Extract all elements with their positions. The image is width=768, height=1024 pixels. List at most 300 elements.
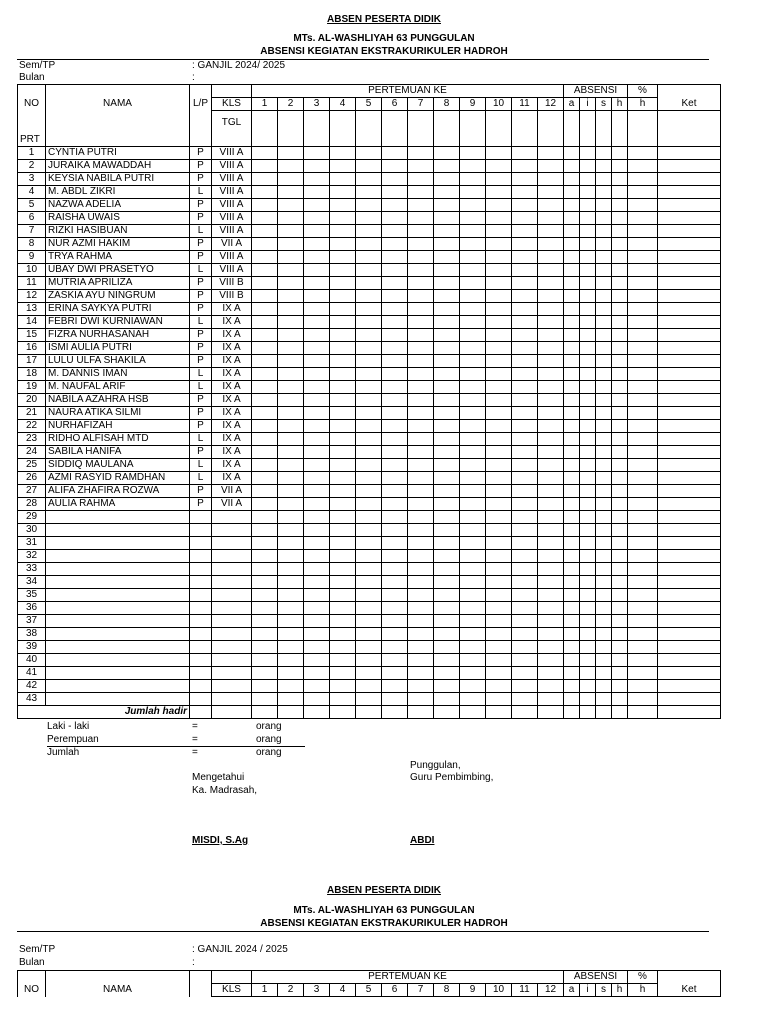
attendance-cell (628, 329, 658, 342)
attendance-cell (612, 277, 628, 290)
meeting-number: 11 (512, 984, 538, 997)
table-row (18, 537, 721, 550)
attendance-cell (628, 251, 658, 264)
attendance-cell (434, 277, 460, 290)
row-lp (190, 511, 212, 524)
attendance-cell (658, 511, 721, 524)
attendance-cell (460, 511, 486, 524)
attendance-cell (278, 693, 304, 706)
attendance-cell (434, 654, 460, 667)
attendance-cell (460, 407, 486, 420)
attendance-cell (564, 459, 580, 472)
meeting-number: 4 (330, 984, 356, 997)
attendance-cell (538, 589, 564, 602)
attendance-cell (512, 316, 538, 329)
absensi-col-i: i (580, 98, 596, 111)
attendance-cell (612, 680, 628, 693)
attendance-cell (580, 420, 596, 433)
attendance-cell (252, 355, 278, 368)
attendance-cell (356, 303, 382, 316)
attendance-cell (382, 186, 408, 199)
tgl-cell (304, 111, 330, 147)
attendance-cell (612, 628, 628, 641)
attendance-cell (304, 199, 330, 212)
attendance-cell (382, 264, 408, 277)
attendance-cell (538, 693, 564, 706)
jumlah-cell (512, 706, 538, 719)
attendance-cell (612, 472, 628, 485)
jumlah-label: Jumlah (47, 747, 80, 758)
attendance-cell (512, 459, 538, 472)
jumlah-eq: = (192, 747, 198, 758)
attendance-cell (658, 641, 721, 654)
row-nama: RIDHO ALFISAH MTD (46, 433, 190, 446)
jumlah-cell (612, 706, 628, 719)
attendance-cell (252, 680, 278, 693)
attendance-cell (580, 446, 596, 459)
attendance-cell (658, 667, 721, 680)
attendance-cell (382, 693, 408, 706)
row-nama (46, 537, 190, 550)
attendance-cell (486, 329, 512, 342)
attendance-cell (486, 173, 512, 186)
attendance-cell (460, 368, 486, 381)
mengetahui-label: Mengetahui (192, 772, 245, 783)
attendance-cell (304, 368, 330, 381)
attendance-cell (580, 680, 596, 693)
bulan-label-2: Bulan (19, 957, 45, 968)
tgl-cell (486, 111, 512, 147)
jumlah-cell (382, 706, 408, 719)
attendance-cell (628, 446, 658, 459)
attendance-cell (278, 147, 304, 160)
attendance-cell (330, 342, 356, 355)
attendance-cell (382, 329, 408, 342)
attendance-cell (356, 368, 382, 381)
attendance-cell (564, 407, 580, 420)
attendance-cell (596, 173, 612, 186)
attendance-cell (486, 147, 512, 160)
attendance-cell (486, 420, 512, 433)
attendance-cell (612, 212, 628, 225)
attendance-cell (512, 368, 538, 381)
attendance-cell (382, 524, 408, 537)
attendance-cell (612, 160, 628, 173)
attendance-cell (434, 147, 460, 160)
attendance-cell (612, 368, 628, 381)
attendance-cell (538, 316, 564, 329)
perempuan-unit: orang (256, 734, 282, 745)
attendance-cell (252, 433, 278, 446)
attendance-cell (382, 394, 408, 407)
attendance-cell (330, 264, 356, 277)
attendance-cell (434, 420, 460, 433)
attendance-cell (278, 667, 304, 680)
row-lp: P (190, 485, 212, 498)
attendance-cell (658, 498, 721, 511)
row-nama (46, 511, 190, 524)
row-nama (46, 602, 190, 615)
row-no: 9 (18, 251, 46, 264)
attendance-cell (252, 394, 278, 407)
attendance-cell (538, 173, 564, 186)
attendance-cell (278, 472, 304, 485)
attendance-cell (252, 615, 278, 628)
attendance-cell (564, 602, 580, 615)
attendance-cell (408, 628, 434, 641)
attendance-cell (330, 290, 356, 303)
attendance-cell (252, 277, 278, 290)
attendance-cell (512, 550, 538, 563)
attendance-cell (408, 537, 434, 550)
sem-value-2: : GANJIL 2024 / 2025 (192, 944, 288, 955)
table-row (18, 446, 721, 459)
row-kls (212, 537, 252, 550)
row-no: 37 (18, 615, 46, 628)
row-lp (190, 667, 212, 680)
row-nama: KEYSIA NABILA PUTRI (46, 173, 190, 186)
attendance-cell (580, 628, 596, 641)
attendance-cell (628, 563, 658, 576)
attendance-cell (252, 472, 278, 485)
attendance-cell (628, 277, 658, 290)
attendance-cell (564, 680, 580, 693)
tgl-cell (356, 111, 382, 147)
attendance-cell (278, 251, 304, 264)
attendance-cell (408, 368, 434, 381)
row-lp: P (190, 329, 212, 342)
attendance-cell (356, 498, 382, 511)
jumlah-cell (252, 706, 278, 719)
row-lp (190, 563, 212, 576)
attendance-cell (304, 316, 330, 329)
attendance-cell (252, 524, 278, 537)
attendance-cell (580, 303, 596, 316)
attendance-cell (658, 277, 721, 290)
attendance-cell (612, 355, 628, 368)
attendance-cell (408, 589, 434, 602)
attendance-cell (460, 394, 486, 407)
attendance-cell (278, 160, 304, 173)
attendance-cell (460, 615, 486, 628)
sem-value: : GANJIL 2024/ 2025 (192, 60, 286, 71)
attendance-cell (408, 316, 434, 329)
attendance-cell (434, 173, 460, 186)
absensi-col-a: a (564, 984, 580, 997)
attendance-cell (252, 381, 278, 394)
attendance-cell (330, 680, 356, 693)
row-kls: VIII A (212, 251, 252, 264)
attendance-cell (512, 667, 538, 680)
row-nama: NAZWA ADELIA (46, 199, 190, 212)
attendance-cell (278, 329, 304, 342)
attendance-cell (538, 290, 564, 303)
attendance-cell (252, 485, 278, 498)
attendance-cell (278, 641, 304, 654)
row-kls: IX A (212, 355, 252, 368)
attendance-cell (408, 394, 434, 407)
row-lp: P (190, 199, 212, 212)
attendance-cell (628, 485, 658, 498)
attendance-cell (628, 355, 658, 368)
attendance-cell (596, 316, 612, 329)
table-row (18, 680, 721, 693)
jumlah-cell (564, 706, 580, 719)
laki-label: Laki - laki (47, 721, 90, 732)
attendance-cell (330, 225, 356, 238)
attendance-cell (580, 511, 596, 524)
row-lp: P (190, 303, 212, 316)
attendance-cell (580, 251, 596, 264)
row-no: 29 (18, 511, 46, 524)
attendance-cell (486, 550, 512, 563)
attendance-cell (486, 667, 512, 680)
attendance-cell (538, 498, 564, 511)
attendance-cell (486, 459, 512, 472)
perempuan-eq: = (192, 734, 198, 745)
attendance-cell (356, 667, 382, 680)
attendance-cell (382, 511, 408, 524)
attendance-cell (304, 511, 330, 524)
attendance-cell (330, 433, 356, 446)
row-kls (212, 641, 252, 654)
attendance-cell (252, 654, 278, 667)
attendance-cell (382, 199, 408, 212)
attendance-cell (658, 602, 721, 615)
row-lp: P (190, 498, 212, 511)
attendance-cell (580, 667, 596, 680)
attendance-cell (278, 225, 304, 238)
attendance-cell (304, 147, 330, 160)
attendance-cell (486, 615, 512, 628)
attendance-cell (486, 342, 512, 355)
attendance-cell (460, 251, 486, 264)
attendance-cell (512, 654, 538, 667)
table-row (18, 407, 721, 420)
attendance-cell (628, 511, 658, 524)
attendance-cell (486, 225, 512, 238)
attendance-cell (278, 407, 304, 420)
attendance-cell (612, 537, 628, 550)
attendance-cell (486, 199, 512, 212)
row-kls: IX A (212, 433, 252, 446)
row-lp: L (190, 459, 212, 472)
tgl-cell (612, 111, 628, 147)
attendance-cell (330, 498, 356, 511)
attendance-cell (330, 615, 356, 628)
attendance-cell (580, 589, 596, 602)
row-no: 23 (18, 433, 46, 446)
attendance-cell (434, 212, 460, 225)
attendance-cell (658, 446, 721, 459)
attendance-cell (460, 459, 486, 472)
row-nama: RAISHA UWAIS (46, 212, 190, 225)
row-no: 43 (18, 693, 46, 706)
row-lp: P (190, 394, 212, 407)
attendance-cell (252, 602, 278, 615)
attendance-cell (486, 186, 512, 199)
attendance-cell (512, 602, 538, 615)
row-kls (212, 615, 252, 628)
row-no: 13 (18, 303, 46, 316)
attendance-cell (612, 329, 628, 342)
attendance-cell (460, 589, 486, 602)
attendance-cell (278, 589, 304, 602)
attendance-cell (658, 316, 721, 329)
row-no: 27 (18, 485, 46, 498)
attendance-cell (512, 537, 538, 550)
row-kls: VIII B (212, 290, 252, 303)
table-row (18, 563, 721, 576)
attendance-cell (512, 641, 538, 654)
attendance-cell (330, 303, 356, 316)
attendance-cell (252, 303, 278, 316)
attendance-cell (564, 212, 580, 225)
attendance-cell (538, 680, 564, 693)
attendance-cell (538, 576, 564, 589)
attendance-cell (512, 407, 538, 420)
attendance-cell (512, 628, 538, 641)
attendance-cell (252, 199, 278, 212)
attendance-cell (580, 264, 596, 277)
attendance-cell (580, 277, 596, 290)
attendance-cell (612, 407, 628, 420)
attendance-cell (486, 563, 512, 576)
attendance-cell (252, 576, 278, 589)
meeting-number: 2 (278, 98, 304, 111)
attendance-cell (434, 394, 460, 407)
attendance-cell (596, 654, 612, 667)
tgl-cell (278, 111, 304, 147)
attendance-cell (628, 693, 658, 706)
attendance-cell (658, 615, 721, 628)
attendance-cell (278, 433, 304, 446)
row-nama (46, 641, 190, 654)
table-row (18, 212, 721, 225)
attendance-cell (486, 589, 512, 602)
attendance-cell (538, 186, 564, 199)
attendance-cell (658, 485, 721, 498)
attendance-cell (278, 654, 304, 667)
attendance-cell (564, 355, 580, 368)
attendance-cell (538, 446, 564, 459)
attendance-cell (408, 329, 434, 342)
attendance-cell (596, 446, 612, 459)
attendance-cell (356, 433, 382, 446)
percent-col: h (628, 98, 658, 111)
attendance-cell (382, 277, 408, 290)
attendance-cell (304, 641, 330, 654)
attendance-cell (304, 615, 330, 628)
attendance-cell (564, 394, 580, 407)
attendance-cell (612, 290, 628, 303)
attendance-cell (330, 693, 356, 706)
row-nama (46, 693, 190, 706)
attendance-cell (382, 420, 408, 433)
attendance-cell (596, 576, 612, 589)
head-name: MISDI, S.Ag (192, 835, 249, 846)
attendance-cell (304, 264, 330, 277)
attendance-cell (596, 277, 612, 290)
table-row (18, 433, 721, 446)
attendance-cell (278, 264, 304, 277)
attendance-cell (434, 199, 460, 212)
attendance-cell (486, 355, 512, 368)
attendance-cell (304, 342, 330, 355)
attendance-cell (460, 563, 486, 576)
row-kls: VIII A (212, 212, 252, 225)
attendance-cell (538, 381, 564, 394)
attendance-cell (434, 498, 460, 511)
attendance-cell (512, 329, 538, 342)
meeting-number: 4 (330, 98, 356, 111)
tgl-cell (252, 111, 278, 147)
row-lp: P (190, 342, 212, 355)
attendance-cell (512, 394, 538, 407)
attendance-cell (538, 472, 564, 485)
attendance-cell (460, 147, 486, 160)
attendance-cell (658, 433, 721, 446)
percent-header: % (628, 85, 658, 98)
absensi-col-h: h (612, 984, 628, 997)
attendance-cell (538, 420, 564, 433)
attendance-cell (382, 602, 408, 615)
attendance-cell (564, 550, 580, 563)
attendance-cell (564, 238, 580, 251)
attendance-cell (564, 199, 580, 212)
row-no: 40 (18, 654, 46, 667)
attendance-cell (252, 368, 278, 381)
attendance-cell (278, 173, 304, 186)
attendance-cell (434, 485, 460, 498)
attendance-cell (434, 602, 460, 615)
attendance-cell (382, 680, 408, 693)
attendance-cell (304, 524, 330, 537)
attendance-cell (596, 212, 612, 225)
attendance-cell (330, 524, 356, 537)
col-nama-header: NAMA (46, 98, 190, 111)
percent-header-2: % (628, 971, 658, 984)
attendance-cell (596, 381, 612, 394)
attendance-cell (580, 407, 596, 420)
attendance-cell (460, 537, 486, 550)
attendance-cell (460, 693, 486, 706)
attendance-cell (330, 316, 356, 329)
attendance-cell (596, 524, 612, 537)
attendance-cell (434, 316, 460, 329)
attendance-cell (330, 160, 356, 173)
attendance-cell (486, 433, 512, 446)
attendance-cell (356, 420, 382, 433)
document-title-2: ABSEN PESERTA DIDIK (327, 885, 441, 896)
attendance-cell (304, 589, 330, 602)
attendance-cell (304, 173, 330, 186)
attendance-cell (580, 394, 596, 407)
attendance-cell (628, 589, 658, 602)
attendance-cell (408, 576, 434, 589)
attendance-cell (356, 641, 382, 654)
attendance-cell (356, 628, 382, 641)
table-row (18, 147, 721, 160)
pertemuan-header: PERTEMUAN KE (252, 85, 564, 98)
attendance-cell (278, 316, 304, 329)
attendance-cell (538, 459, 564, 472)
row-lp: L (190, 316, 212, 329)
attendance-cell (538, 667, 564, 680)
table-row (18, 498, 721, 511)
attendance-cell (538, 433, 564, 446)
attendance-cell (304, 667, 330, 680)
